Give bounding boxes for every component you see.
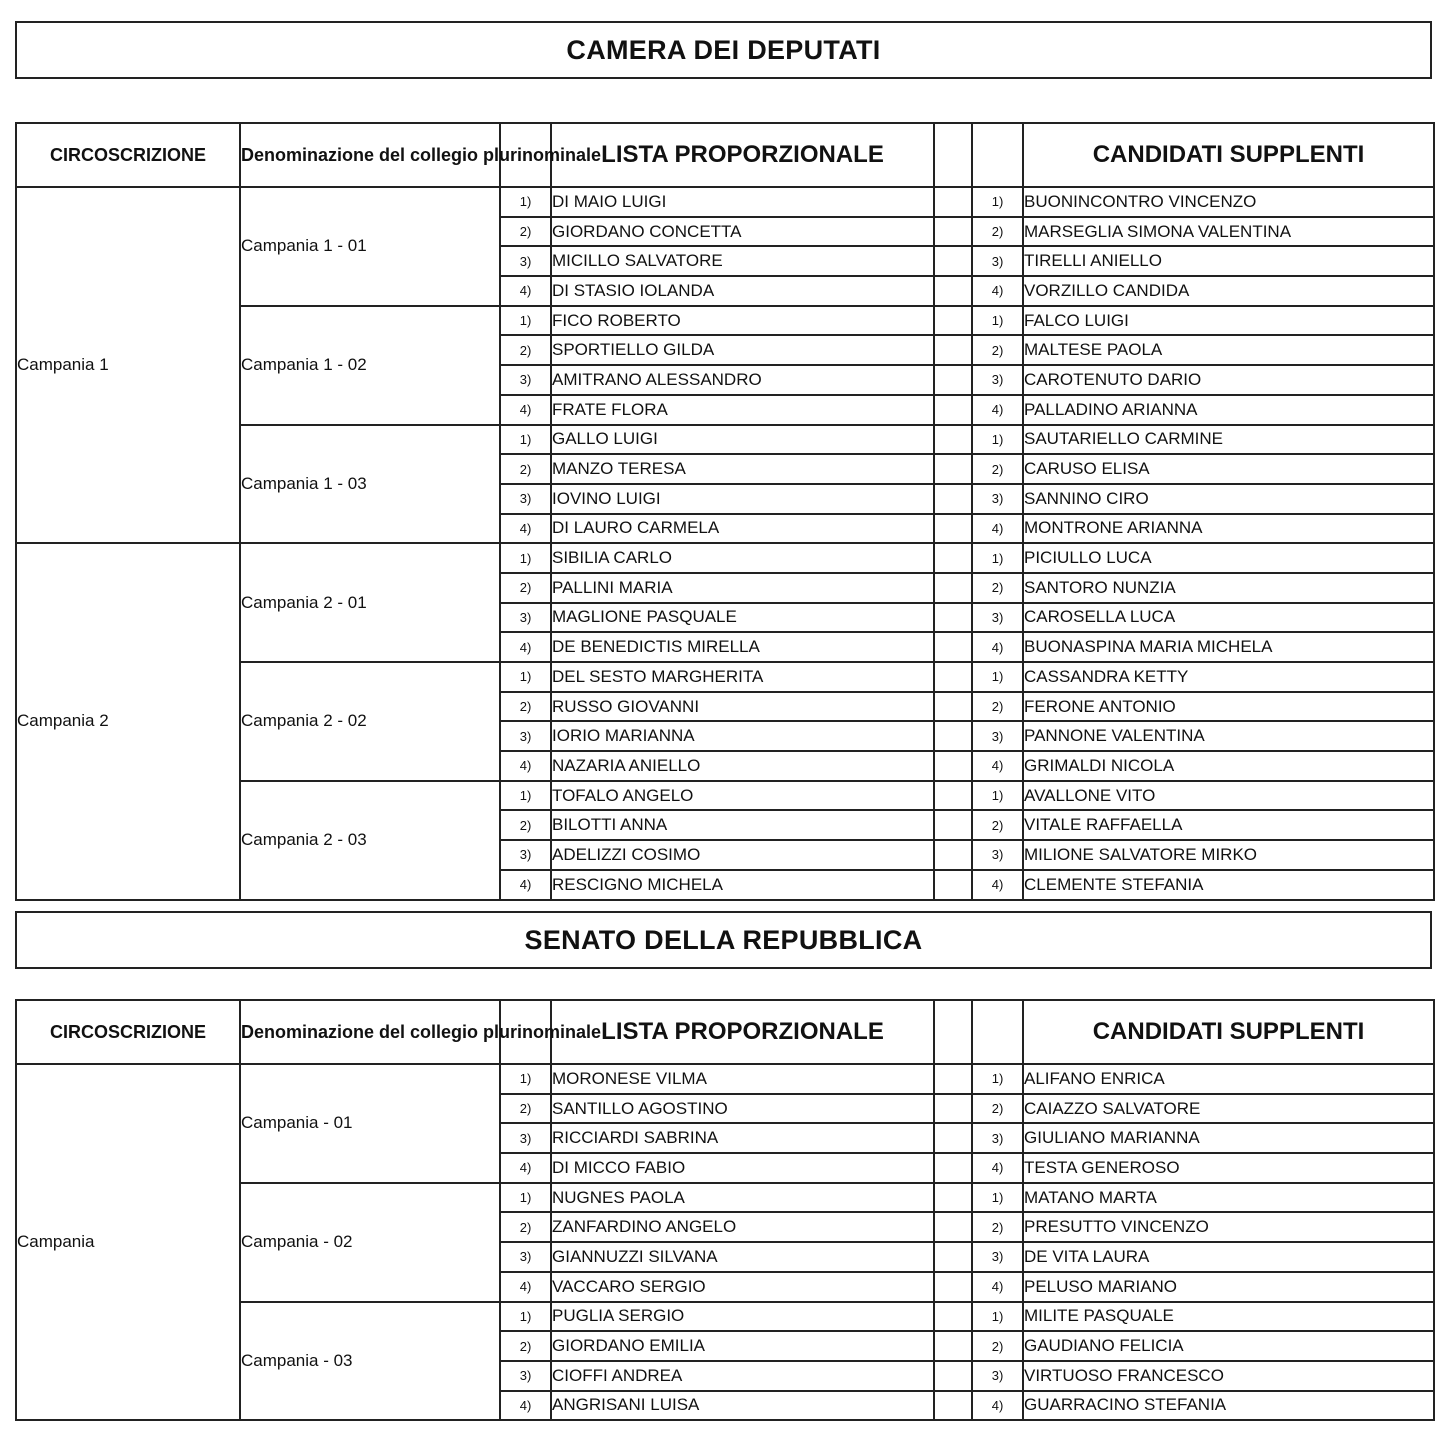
lista-candidate: CIOFFI ANDREA	[551, 1361, 934, 1391]
lista-number: 3)	[500, 603, 551, 633]
gap-cell	[934, 1212, 972, 1242]
supplenti-number: 4)	[972, 395, 1023, 425]
lista-candidate: FRATE FLORA	[551, 395, 934, 425]
supplente-candidate: MILITE PASQUALE	[1023, 1302, 1434, 1332]
gap-cell	[934, 246, 972, 276]
header-supplenti: CANDIDATI SUPPLENTI	[1023, 1000, 1434, 1064]
gap-cell	[934, 395, 972, 425]
supplente-candidate: MARSEGLIA SIMONA VALENTINA	[1023, 217, 1434, 247]
supplenti-number: 1)	[972, 1302, 1023, 1332]
gap-cell	[934, 1064, 972, 1094]
supplente-candidate: DE VITA LAURA	[1023, 1242, 1434, 1272]
header-circoscrizione: CIRCOSCRIZIONE	[16, 123, 240, 187]
supplenti-number: 1)	[972, 306, 1023, 336]
supplenti-number: 1)	[972, 543, 1023, 573]
supplente-candidate: GAUDIANO FELICIA	[1023, 1331, 1434, 1361]
lista-number: 1)	[500, 306, 551, 336]
gap-cell	[934, 870, 972, 900]
supplente-candidate: CARUSO ELISA	[1023, 454, 1434, 484]
supplente-candidate: CAIAZZO SALVATORE	[1023, 1094, 1434, 1124]
gap-cell	[934, 662, 972, 692]
supplente-candidate: PICIULLO LUCA	[1023, 543, 1434, 573]
lista-candidate: ZANFARDINO ANGELO	[551, 1212, 934, 1242]
lista-candidate: MAGLIONE PASQUALE	[551, 603, 934, 633]
supplenti-number: 3)	[972, 1123, 1023, 1153]
supplenti-number: 4)	[972, 276, 1023, 306]
lista-number: 2)	[500, 217, 551, 247]
lista-number: 3)	[500, 484, 551, 514]
lista-number: 3)	[500, 1361, 551, 1391]
header-circoscrizione: CIRCOSCRIZIONE	[16, 1000, 240, 1064]
supplenti-number: 2)	[972, 1331, 1023, 1361]
supplente-candidate: PELUSO MARIANO	[1023, 1272, 1434, 1302]
lista-candidate: MICILLO SALVATORE	[551, 246, 934, 276]
lista-number: 2)	[500, 810, 551, 840]
lista-number: 3)	[500, 721, 551, 751]
senato-table	[15, 999, 1435, 1421]
lista-candidate: VACCARO SERGIO	[551, 1272, 934, 1302]
header-lista: LISTA PROPORZIONALE	[551, 1000, 934, 1064]
supplente-candidate: CAROTENUTO DARIO	[1023, 365, 1434, 395]
supplente-candidate: VITALE RAFFAELLA	[1023, 810, 1434, 840]
lista-number: 2)	[500, 335, 551, 365]
lista-candidate: SIBILIA CARLO	[551, 543, 934, 573]
gap-cell	[934, 810, 972, 840]
supplenti-number: 3)	[972, 840, 1023, 870]
supplente-candidate: CLEMENTE STEFANIA	[1023, 870, 1434, 900]
supplente-candidate: TESTA GENEROSO	[1023, 1153, 1434, 1183]
lista-candidate: PUGLIA SERGIO	[551, 1302, 934, 1332]
gap-cell	[934, 1272, 972, 1302]
lista-candidate: BILOTTI ANNA	[551, 810, 934, 840]
supplente-candidate: SANTORO NUNZIA	[1023, 573, 1434, 603]
table-row	[16, 543, 1434, 573]
supplenti-number: 4)	[972, 870, 1023, 900]
lista-number: 2)	[500, 573, 551, 603]
supplente-candidate: AVALLONE VITO	[1023, 781, 1434, 811]
lista-number: 1)	[500, 662, 551, 692]
lista-candidate: SANTILLO AGOSTINO	[551, 1094, 934, 1124]
lista-number: 3)	[500, 1242, 551, 1272]
supplenti-number: 3)	[972, 365, 1023, 395]
collegio-cell: Campania 1 - 02	[240, 306, 500, 425]
supplente-candidate: SANNINO CIRO	[1023, 484, 1434, 514]
lista-candidate: MORONESE VILMA	[551, 1064, 934, 1094]
lista-number: 2)	[500, 454, 551, 484]
supplente-candidate: PANNONE VALENTINA	[1023, 721, 1434, 751]
gap-cell	[934, 1302, 972, 1332]
circoscrizione-cell: Campania 2	[16, 543, 240, 899]
lista-number: 3)	[500, 840, 551, 870]
gap-cell	[934, 365, 972, 395]
gap-cell	[934, 454, 972, 484]
gap-cell	[934, 306, 972, 336]
lista-number: 4)	[500, 1391, 551, 1421]
lista-number: 1)	[500, 781, 551, 811]
gap-cell	[934, 692, 972, 722]
supplenti-number: 4)	[972, 1272, 1023, 1302]
header-blank-num	[972, 123, 1023, 187]
header-blank-num	[972, 1000, 1023, 1064]
supplenti-number: 2)	[972, 1094, 1023, 1124]
supplente-candidate: BUONASPINA MARIA MICHELA	[1023, 632, 1434, 662]
supplente-candidate: SAUTARIELLO CARMINE	[1023, 425, 1434, 455]
circoscrizione-cell: Campania	[16, 1064, 240, 1420]
lista-candidate: IORIO MARIANNA	[551, 721, 934, 751]
supplente-candidate: PALLADINO ARIANNA	[1023, 395, 1434, 425]
supplenti-number: 1)	[972, 187, 1023, 217]
lista-candidate: GIORDANO CONCETTA	[551, 217, 934, 247]
collegio-cell: Campania 1 - 03	[240, 425, 500, 544]
supplente-candidate: FALCO LUIGI	[1023, 306, 1434, 336]
collegio-cell: Campania - 01	[240, 1064, 500, 1183]
gap-cell	[934, 1123, 972, 1153]
gap-cell	[934, 573, 972, 603]
supplente-candidate: FERONE ANTONIO	[1023, 692, 1434, 722]
collegio-cell: Campania - 03	[240, 1302, 500, 1421]
header-gap	[934, 1000, 972, 1064]
header-lista: LISTA PROPORZIONALE	[551, 123, 934, 187]
supplente-candidate: MILIONE SALVATORE MIRKO	[1023, 840, 1434, 870]
gap-cell	[934, 1183, 972, 1213]
lista-number: 3)	[500, 246, 551, 276]
gap-cell	[934, 1391, 972, 1421]
supplenti-number: 4)	[972, 751, 1023, 781]
supplenti-number: 4)	[972, 1391, 1023, 1421]
supplenti-number: 3)	[972, 1361, 1023, 1391]
collegio-cell: Campania 2 - 02	[240, 662, 500, 781]
lista-number: 4)	[500, 1272, 551, 1302]
lista-candidate: ANGRISANI LUISA	[551, 1391, 934, 1421]
supplenti-number: 1)	[972, 781, 1023, 811]
supplenti-number: 4)	[972, 514, 1023, 544]
lista-candidate: RESCIGNO MICHELA	[551, 870, 934, 900]
lista-candidate: GALLO LUIGI	[551, 425, 934, 455]
lista-number: 4)	[500, 751, 551, 781]
supplenti-number: 2)	[972, 1212, 1023, 1242]
supplenti-number: 1)	[972, 425, 1023, 455]
table-row	[16, 1064, 1434, 1094]
supplenti-number: 3)	[972, 1242, 1023, 1272]
supplenti-number: 2)	[972, 573, 1023, 603]
gap-cell	[934, 781, 972, 811]
supplente-candidate: MONTRONE ARIANNA	[1023, 514, 1434, 544]
header-supplenti: CANDIDATI SUPPLENTI	[1023, 123, 1434, 187]
lista-number: 1)	[500, 1064, 551, 1094]
lista-candidate: NUGNES PAOLA	[551, 1183, 934, 1213]
lista-number: 1)	[500, 543, 551, 573]
supplenti-number: 2)	[972, 692, 1023, 722]
supplenti-number: 3)	[972, 246, 1023, 276]
lista-number: 4)	[500, 276, 551, 306]
collegio-cell: Campania 1 - 01	[240, 187, 500, 306]
supplente-candidate: PRESUTTO VINCENZO	[1023, 1212, 1434, 1242]
header-row	[16, 123, 1434, 187]
supplenti-number: 3)	[972, 721, 1023, 751]
supplente-candidate: BUONINCONTRO VINCENZO	[1023, 187, 1434, 217]
lista-number: 1)	[500, 1183, 551, 1213]
senato-title: SENATO DELLA REPUBBLICA	[15, 911, 1432, 969]
lista-candidate: RICCIARDI SABRINA	[551, 1123, 934, 1153]
gap-cell	[934, 335, 972, 365]
lista-number: 3)	[500, 365, 551, 395]
supplenti-number: 4)	[972, 1153, 1023, 1183]
supplenti-number: 1)	[972, 1064, 1023, 1094]
lista-candidate: SPORTIELLO GILDA	[551, 335, 934, 365]
lista-number: 3)	[500, 1123, 551, 1153]
supplenti-number: 2)	[972, 810, 1023, 840]
supplente-candidate: ALIFANO ENRICA	[1023, 1064, 1434, 1094]
circoscrizione-cell: Campania 1	[16, 187, 240, 543]
gap-cell	[934, 425, 972, 455]
supplente-candidate: MALTESE PAOLA	[1023, 335, 1434, 365]
collegio-cell: Campania 2 - 03	[240, 781, 500, 900]
gap-cell	[934, 1153, 972, 1183]
supplente-candidate: VORZILLO CANDIDA	[1023, 276, 1434, 306]
gap-cell	[934, 1361, 972, 1391]
lista-number: 1)	[500, 425, 551, 455]
lista-candidate: IOVINO LUIGI	[551, 484, 934, 514]
supplenti-number: 1)	[972, 662, 1023, 692]
gap-cell	[934, 603, 972, 633]
supplenti-number: 2)	[972, 217, 1023, 247]
camera-table	[15, 122, 1435, 901]
lista-candidate: DI MICCO FABIO	[551, 1153, 934, 1183]
lista-number: 2)	[500, 1331, 551, 1361]
gap-cell	[934, 514, 972, 544]
lista-number: 4)	[500, 514, 551, 544]
lista-number: 4)	[500, 395, 551, 425]
gap-cell	[934, 1331, 972, 1361]
lista-candidate: MANZO TERESA	[551, 454, 934, 484]
lista-candidate: GIORDANO EMILIA	[551, 1331, 934, 1361]
lista-number: 2)	[500, 692, 551, 722]
lista-candidate: PALLINI MARIA	[551, 573, 934, 603]
lista-candidate: ADELIZZI COSIMO	[551, 840, 934, 870]
supplente-candidate: TIRELLI ANIELLO	[1023, 246, 1434, 276]
lista-candidate: GIANNUZZI SILVANA	[551, 1242, 934, 1272]
lista-number: 2)	[500, 1094, 551, 1124]
supplenti-number: 1)	[972, 1183, 1023, 1213]
table-row	[16, 187, 1434, 217]
gap-cell	[934, 721, 972, 751]
supplente-candidate: VIRTUOSO FRANCESCO	[1023, 1361, 1434, 1391]
lista-number: 4)	[500, 870, 551, 900]
lista-candidate: DEL SESTO MARGHERITA	[551, 662, 934, 692]
gap-cell	[934, 1094, 972, 1124]
header-gap	[934, 123, 972, 187]
lista-number: 4)	[500, 632, 551, 662]
gap-cell	[934, 543, 972, 573]
gap-cell	[934, 484, 972, 514]
lista-candidate: DI STASIO IOLANDA	[551, 276, 934, 306]
lista-candidate: DI LAURO CARMELA	[551, 514, 934, 544]
gap-cell	[934, 217, 972, 247]
lista-candidate: RUSSO GIOVANNI	[551, 692, 934, 722]
supplente-candidate: CAROSELLA LUCA	[1023, 603, 1434, 633]
lista-candidate: FICO ROBERTO	[551, 306, 934, 336]
supplenti-number: 4)	[972, 632, 1023, 662]
supplenti-number: 2)	[972, 335, 1023, 365]
gap-cell	[934, 751, 972, 781]
lista-candidate: DI MAIO LUIGI	[551, 187, 934, 217]
lista-candidate: TOFALO ANGELO	[551, 781, 934, 811]
supplente-candidate: GIULIANO MARIANNA	[1023, 1123, 1434, 1153]
header-collegio: Denominazione del collegio plurinominale	[240, 1000, 500, 1064]
supplente-candidate: CASSANDRA KETTY	[1023, 662, 1434, 692]
collegio-cell: Campania 2 - 01	[240, 543, 500, 662]
gap-cell	[934, 187, 972, 217]
gap-cell	[934, 632, 972, 662]
gap-cell	[934, 840, 972, 870]
supplente-candidate: GUARRACINO STEFANIA	[1023, 1391, 1434, 1421]
supplenti-number: 3)	[972, 484, 1023, 514]
lista-candidate: AMITRANO ALESSANDRO	[551, 365, 934, 395]
supplenti-number: 3)	[972, 603, 1023, 633]
header-row	[16, 1000, 1434, 1064]
lista-candidate: NAZARIA ANIELLO	[551, 751, 934, 781]
supplente-candidate: GRIMALDI NICOLA	[1023, 751, 1434, 781]
gap-cell	[934, 276, 972, 306]
supplente-candidate: MATANO MARTA	[1023, 1183, 1434, 1213]
header-collegio: Denominazione del collegio plurinominale	[240, 123, 500, 187]
lista-candidate: DE BENEDICTIS MIRELLA	[551, 632, 934, 662]
collegio-cell: Campania - 02	[240, 1183, 500, 1302]
camera-title: CAMERA DEI DEPUTATI	[15, 21, 1432, 79]
supplenti-number: 2)	[972, 454, 1023, 484]
lista-number: 1)	[500, 187, 551, 217]
lista-number: 4)	[500, 1153, 551, 1183]
gap-cell	[934, 1242, 972, 1272]
lista-number: 1)	[500, 1302, 551, 1332]
lista-number: 2)	[500, 1212, 551, 1242]
